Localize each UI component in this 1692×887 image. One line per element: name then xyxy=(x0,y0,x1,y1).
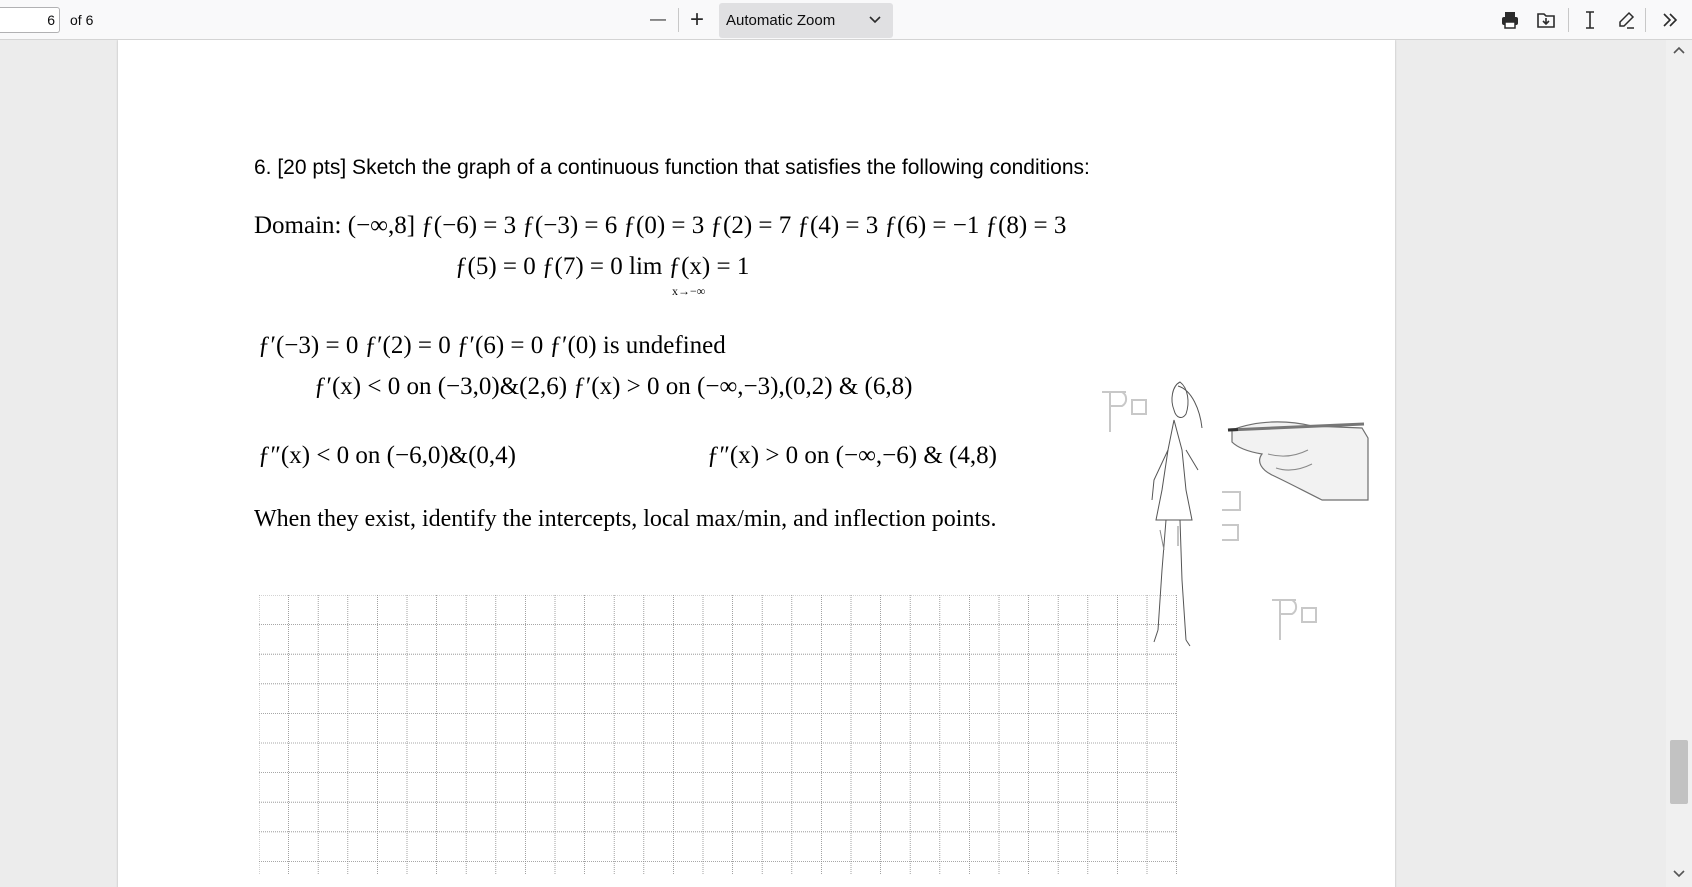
condition-line-domain: Domain: (−∞,8] ƒ(−6) = 3 ƒ(−3) = 6 ƒ(0) = 3 ƒ(2) = 7 ƒ(4) = 3 ƒ(6) = −1 ƒ(8) = 3 xyxy=(254,212,1067,239)
pdf-viewer[interactable] xyxy=(0,40,1666,887)
pdf-toolbar xyxy=(0,0,1692,40)
draw-tool-button[interactable] xyxy=(1612,6,1640,34)
condition-line-first-derivative: ƒ′(−3) = 0 ƒ′(2) = 0 ƒ′(6) = 0 ƒ′(0) is undefined xyxy=(258,332,726,359)
graph-paper-grid xyxy=(259,595,1179,875)
minus-icon: — xyxy=(650,11,666,28)
tools-menu-button[interactable] xyxy=(1656,6,1684,34)
condition-line-concave-up: ƒ″(x) > 0 on (−∞,−6) & (4,8) xyxy=(707,442,997,469)
limit-subscript: x→−∞ xyxy=(672,284,706,298)
toolbar-separator xyxy=(1568,8,1569,32)
scroll-down-arrow-icon[interactable] xyxy=(1672,868,1686,880)
text-cursor-icon xyxy=(1580,10,1600,30)
condition-line-values: ƒ(5) = 0 ƒ(7) = 0 lim ƒ(x) = 1 xyxy=(455,253,750,280)
print-button[interactable] xyxy=(1496,6,1524,34)
zoom-in-button[interactable] xyxy=(683,6,711,34)
instruction-text: When they exist, identify the intercepts, local max/min, and inflection points. xyxy=(254,506,997,532)
double-chevron-right-icon xyxy=(1660,10,1680,30)
print-icon xyxy=(1500,10,1520,30)
pdf-page xyxy=(118,40,1395,887)
page-count-label: of 6 xyxy=(70,12,94,28)
download-button[interactable] xyxy=(1532,6,1560,34)
condition-line-increasing-decreasing: ƒ′(x) < 0 on (−3,0)&(2,6) ƒ′(x) > 0 on (−∞,−3),(0,2) & (6,8) xyxy=(314,373,913,400)
text-tool-button[interactable] xyxy=(1576,6,1604,34)
question-heading: 6. [20 pts] Sketch the graph of a continuous function that satisfies the following conditions: xyxy=(254,156,1090,179)
zoom-select-value: Automatic Zoom xyxy=(726,12,836,29)
scrollbar-thumb[interactable] xyxy=(1670,740,1688,804)
toolbar-separator xyxy=(1645,8,1646,32)
hand-drawing xyxy=(1228,422,1368,500)
download-icon xyxy=(1536,10,1556,30)
page-number-input[interactable] xyxy=(0,7,60,33)
toolbar-separator xyxy=(678,8,679,32)
chevron-down-icon xyxy=(867,11,883,27)
draw-pen-icon xyxy=(1616,10,1636,30)
plus-icon: + xyxy=(689,6,704,33)
scroll-up-arrow-icon[interactable] xyxy=(1672,44,1686,56)
vertical-scrollbar[interactable] xyxy=(1666,40,1692,887)
zoom-select[interactable] xyxy=(719,3,893,38)
condition-line-concave-down: ƒ″(x) < 0 on (−6,0)&(0,4) xyxy=(258,442,517,469)
zoom-out-button[interactable] xyxy=(644,6,672,34)
